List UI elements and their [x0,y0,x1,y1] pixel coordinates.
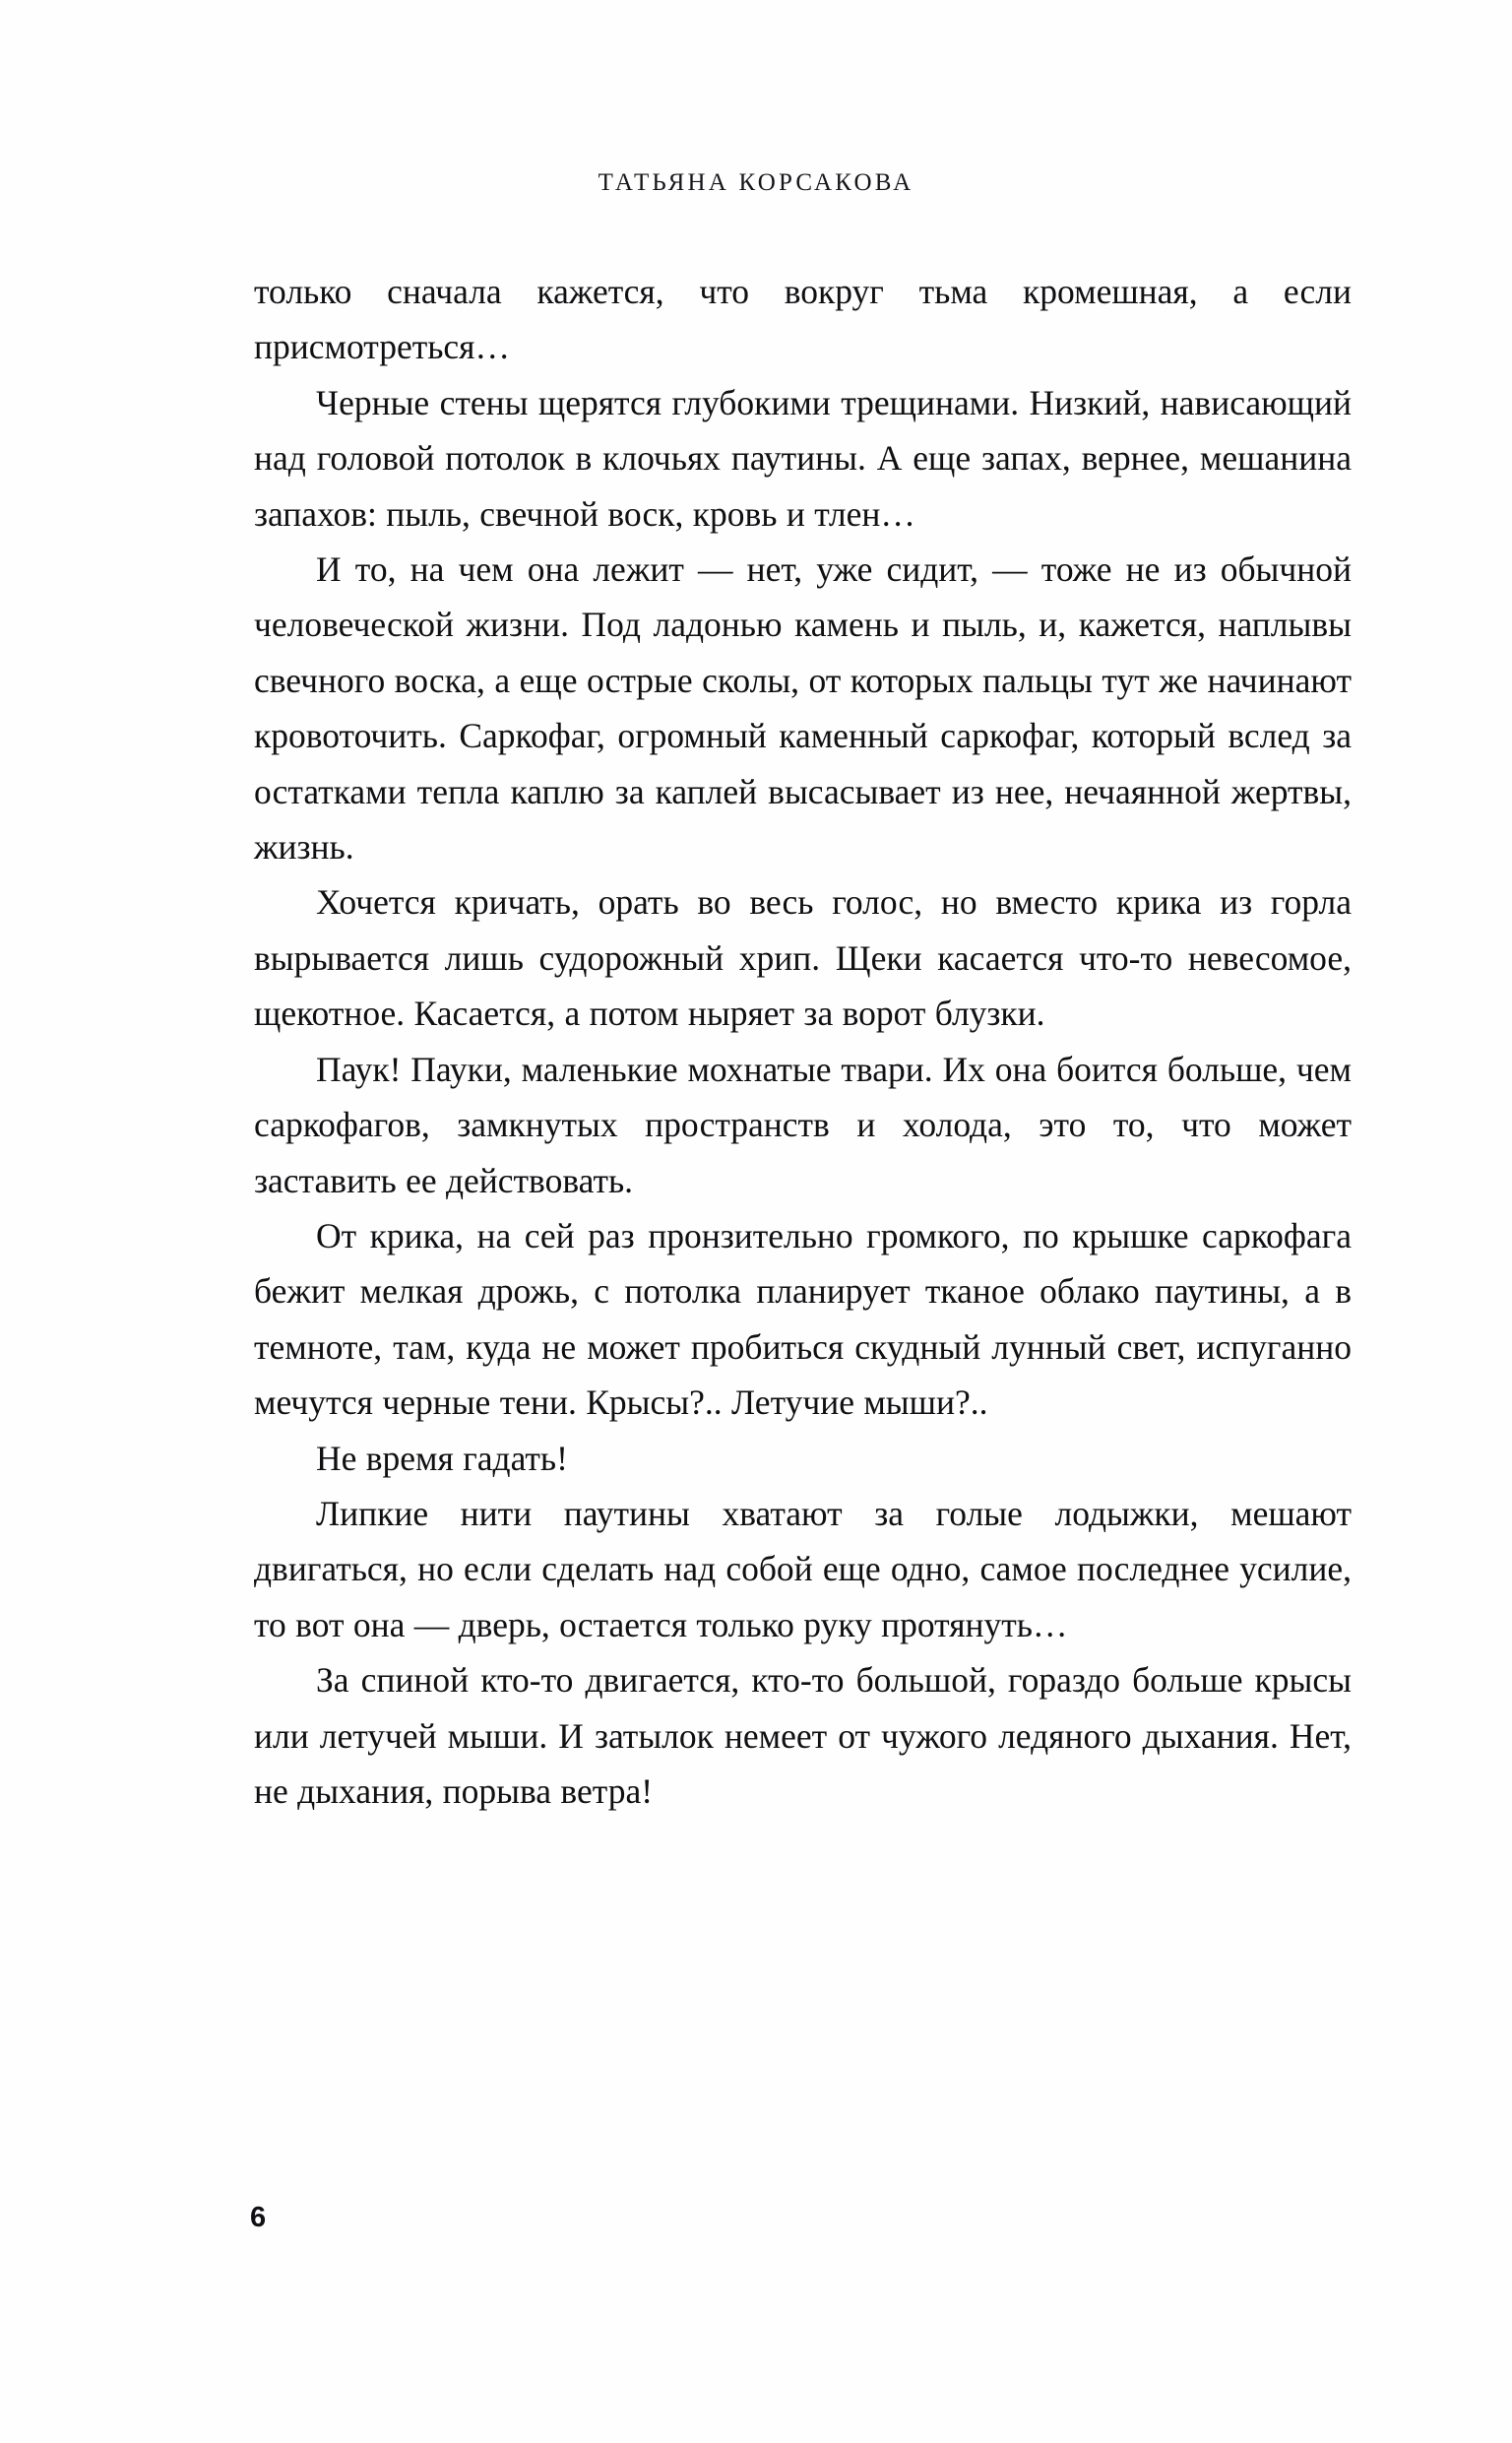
running-head: ТАТЬЯНА КОРСАКОВА [598,169,914,196]
paragraph: Черные стены щерятся глубокими трещинами. Низкий, нависающий над головой потолок в клочьях паутины. А еще запах, вернее, мешанина запахов: пыль, свечной воск, кровь и тлен… [254,382,1352,534]
paragraph: За спиной кто-то двигается, кто-то большой, гораздо больше крысы или летучей мыши. И затылок немеет от чужого ледяного дыхания. Нет, не дыхания, порыва ветра! [254,1660,1352,1811]
body-text [254,264,1352,1819]
page-number: 6 [250,2202,267,2233]
paragraph: Липкие нити паутины хватают за голые лодыжки, мешают двигаться, но если сделать над собой еще одно, самое последнее усилие, то вот она — дверь, остается только руку протянуть… [254,1493,1352,1644]
paragraph: Паук! Пауки, маленькие мохнатые твари. Их она боится больше, чем саркофагов, замкнутых пространств и холода, это то, что может заставить ее действовать. [254,1049,1352,1200]
paragraph: Не время гадать! [316,1438,568,1478]
paragraph: Хочется кричать, орать во весь голос, но вместо крика из горла вырывается лишь судорожный хрип. Щеки касается что-то невесомое, щекотное. Касается, а потом ныряет за ворот блузки. [254,882,1352,1034]
paragraph: И то, на чем она лежит — нет, уже сидит, — тоже не из обычной человеческой жизни. Под ладонью камень и пыль, и, кажется, наплывы свечного воска, а еще острые сколы, от которых пальцы тут же начинают кровоточить. Саркофаг, огромный каменный саркофаг, который вслед за остатками тепла каплю за каплей высасывает из нее, нечаянной жертвы, жизнь. [254,549,1352,868]
paragraph: только сначала кажется, что вокруг тьма кромешная, а если присмотреться… [254,272,1352,367]
paragraph: От крика, на сей раз пронзительно громкого, по крышке саркофага бежит мелкая дрожь, с потолка планирует тканое облако паутины, а в темноте, там, куда не может пробиться скудный лунный свет, испуганно мечутся черные тени. Крысы?.. Летучие мыши?.. [254,1215,1352,1423]
